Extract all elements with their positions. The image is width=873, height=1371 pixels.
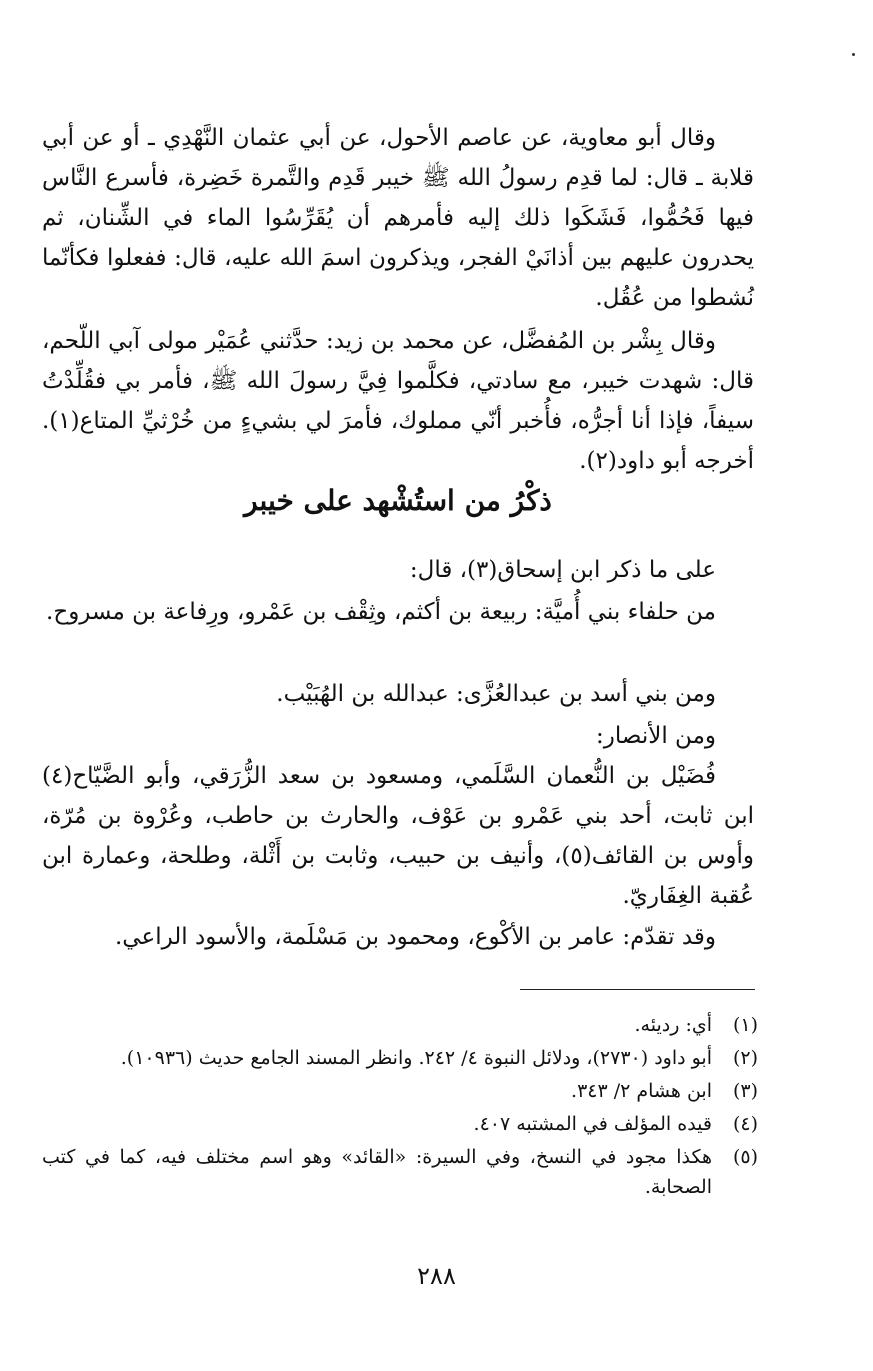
footnote-text: أي: رديئه. [634, 1014, 712, 1036]
paragraph-abu-muawiya: وقال أبو معاوية، عن عاصم الأحول، عن أبي عثمان النَّهْدِي ـ أو عن أبي قلابة ـ قال: لما قدِم رسولُ الله ﷺ خيبر قَدِم والتَّمرة خَضِرة، فأسرع النَّاس فيها فَحُمُّوا، فَشَكَوا ذلك إليه فأمرهم أن يُقَرِّسُوا الماء في الشِّنان، ثم يحدرون عليهم بين أذانَيْ الفجر، ويذكرون اسمَ الله عليه، قال: ففعلوا فكأنّما نُشطوا من عُقُل. [42, 125, 754, 311]
footnote-text: هكذا مجود في النسخ، وفي السيرة: «القائد» وهو اسم مختلف فيه، كما في كتب الصحابة. [42, 1146, 712, 1198]
footnote-number: (٥) [732, 1146, 758, 1168]
footnote-separator [520, 989, 755, 990]
paragraph-ibn-ishaq: على ما ذكر ابن إسحاق(٣)، قال: [409, 557, 716, 583]
footnote-number: (٤) [732, 1113, 758, 1135]
footnote-text: أبو داود (٢٧٣٠)، ودلائل النبوة ٤/ ٢٤٢. وانظر المسند الجامع حديث (١٠٩٣٦). [120, 1047, 712, 1069]
footnote [42, 1043, 758, 1073]
page-number: ٢٨٨ [417, 1262, 456, 1290]
footnote-text: ابن هشام ٢/ ٣٤٣. [571, 1080, 712, 1102]
paragraph-ansar-names: فُضَيْل بن النُّعمان السَّلَمي، ومسعود بن سعد الزُّرَقي، وأبو الضَّيّاح(٤) ابن ثابت، أحد بني عَمْرو بن عَوْف، والحارث بن حاطب، وعُرْوة بن مُرّة، وأوس بن القائف(٥)، وأنيف بن حبيب، وثابت بن أَثْلة، وطلحة، وعمارة ابن عُقبة الغِفَاريّ. [42, 763, 754, 909]
footnote [42, 1010, 758, 1040]
footnote [42, 1142, 758, 1202]
paragraph-bani-umayya: من حلفاء بني أُميَّة: ربيعة بن أكثم، وثِقْف بن عَمْرو، ورِفاعة بن مسروح. [46, 599, 716, 625]
paragraph-already-mentioned: وقد تقدّم: عامر بن الأكْوع، ومحمود بن مَسْلَمة، والأسود الراعي. [114, 924, 716, 950]
paragraph-ansar: ومن الأنصار: [596, 723, 716, 749]
footnote-number: (٣) [732, 1080, 758, 1102]
footnote [42, 1076, 758, 1106]
section-heading: ذكْرُ من استُشْهد على خيبر [244, 484, 552, 517]
footnote-number: (٢) [732, 1047, 758, 1069]
paragraph-bishr: وقال بِشْر بن المُفضَّل، عن محمد بن زيد: حدَّثني عُمَيْر مولى آبي اللّحم، قال: شهدت خيبر، مع سادتي، فكلَّموا فِيَّ رسولَ الله ﷺ، فأمر بي فقُلِّدْتُ سيفاً، فإذا أنا أجرُّه، فأُخبر أنّي مملوك، فأمرَ لي بشيءٍ من خُرْثيِّ المتاع(١). أخرجه أبو داود(٢). [42, 328, 754, 474]
scan-speck [852, 53, 855, 56]
footnote-number: (١) [732, 1014, 758, 1036]
footnotes [42, 1010, 758, 1205]
paragraph-bani-asad: ومن بني أسد بن عبدالعُزَّى: عبدالله بن الهُبَيْب. [276, 681, 716, 707]
footnote [42, 1109, 758, 1139]
footnote-text: قيده المؤلف في المشتبه ٤٠٧. [473, 1113, 712, 1135]
